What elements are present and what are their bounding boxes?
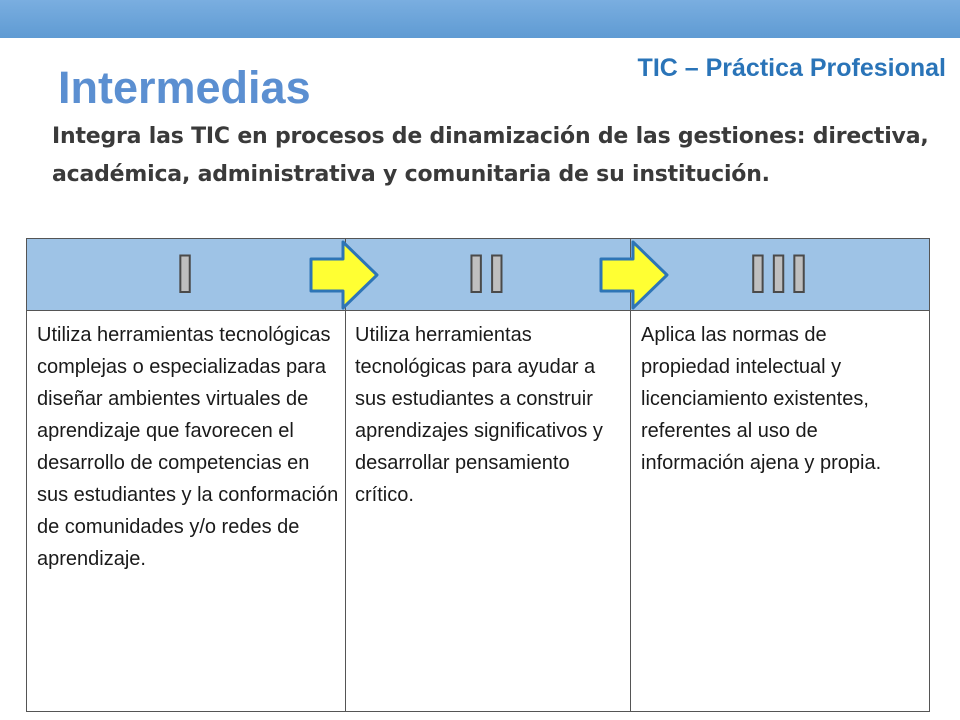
level-header-2 [345, 239, 630, 311]
level-text-1: Utiliza herramientas tecnológicas complejas o especializadas para diseñar ambientes virtuales de aprendizaje que favorecen el desarrollo de competencias en sus estudiantes y la conformación de comunidades y/o redes de aprendizaje. [37, 324, 339, 570]
level-text-2: Utiliza herramientas tecnológicas para ayudar a sus estudiantes a construir aprendizajes significativos y desarrollar pensamiento crítico. [355, 324, 603, 506]
level-numeral-1: I [175, 246, 197, 304]
right-arrow-icon [307, 239, 381, 311]
top-bar [0, 0, 960, 38]
level-header-3 [630, 239, 929, 311]
level-numeral-3: III [748, 246, 811, 304]
levels-header-row [27, 239, 929, 311]
levels-table [26, 238, 930, 712]
subject-title: TIC – Práctica Profesional [637, 54, 946, 82]
page-title: Intermedias [58, 62, 311, 113]
right-arrow-icon [597, 239, 671, 311]
level-numeral-2: II [466, 246, 509, 304]
level-header-1 [27, 239, 345, 311]
competency-description: Integra las TIC en procesos de dinamización de las gestiones: directiva, académica, administrativa y comunitaria de su institución. [52, 124, 929, 187]
level-text-3: Aplica las normas de propiedad intelectual y licenciamiento existentes, referentes al uso de información ajena y propia. [641, 324, 882, 474]
